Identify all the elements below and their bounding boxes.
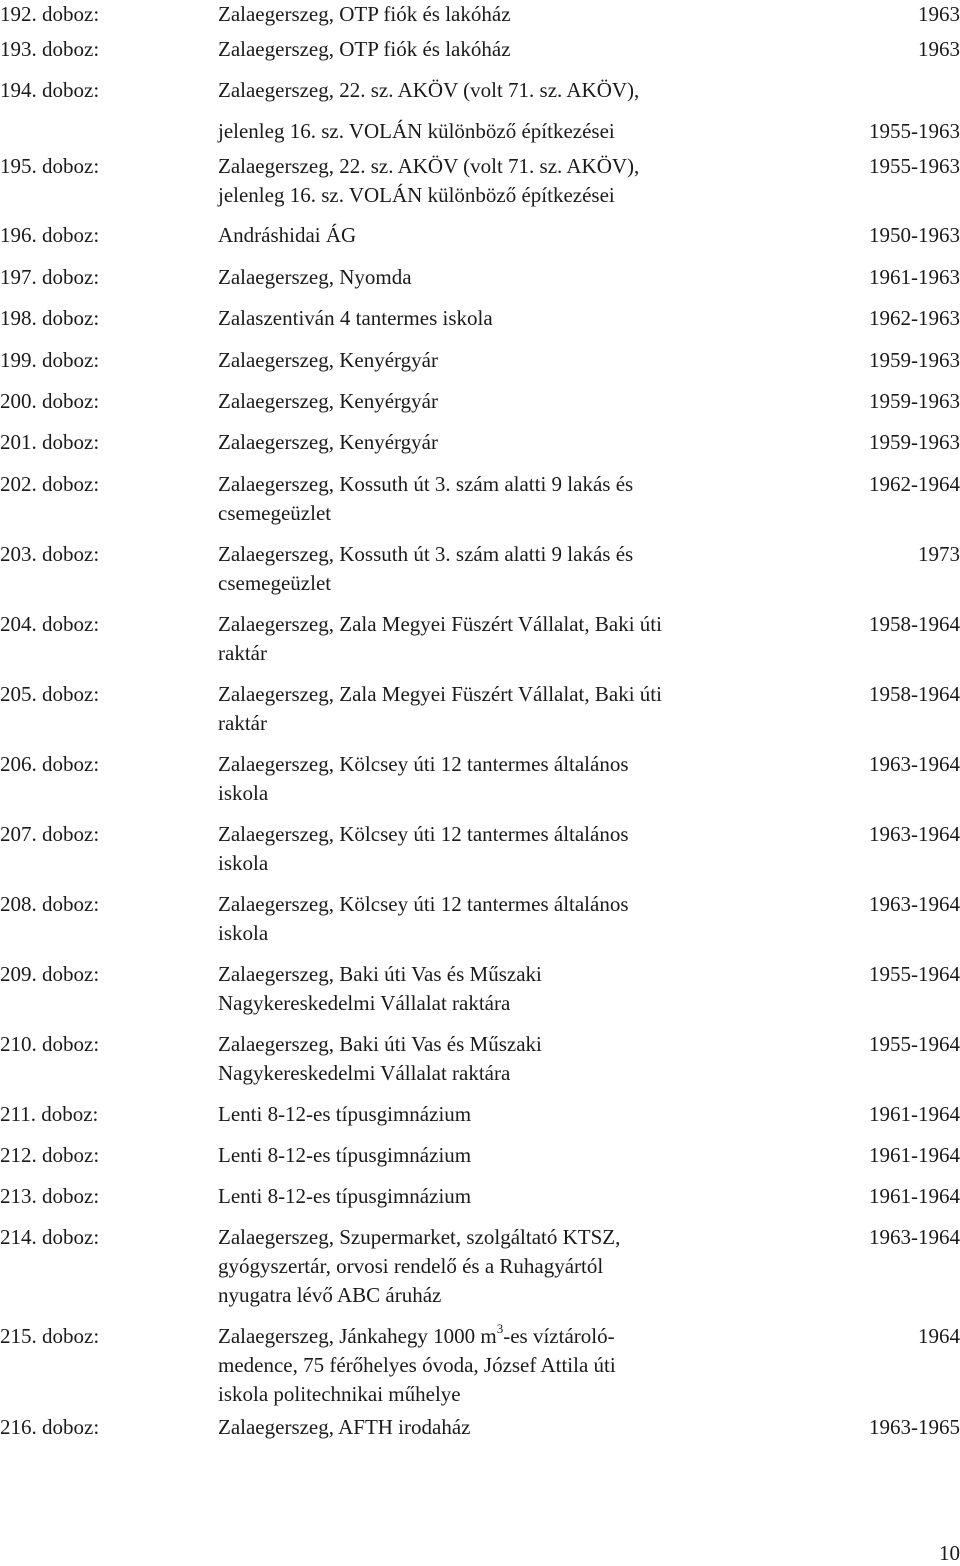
description-text: Zalaegerszeg, Jánkahegy 1000 m: [218, 1324, 497, 1348]
year-range: 1973: [918, 542, 960, 566]
description-line: Zalaegerszeg, Kölcsey úti 12 tantermes általános: [218, 892, 629, 916]
box-description: [218, 1182, 778, 1211]
description-line: Lenti 8-12-es típusgimnázium: [218, 1184, 472, 1208]
box-number: 199. doboz:: [0, 348, 100, 372]
box-number: 204. doboz:: [0, 612, 100, 636]
box-number: 212. doboz:: [0, 1143, 100, 1167]
description-line: Zalaegerszeg, Szupermarket, szolgáltató KTSZ,: [218, 1225, 621, 1249]
description-line: nyugatra lévő ABC áruház: [218, 1283, 442, 1307]
box-description: [218, 960, 778, 1018]
box-description: [218, 1322, 778, 1409]
year-range: 1963-1965: [869, 1415, 960, 1439]
description-line: Zalaegerszeg, Baki úti Vas és Műszaki: [218, 1032, 542, 1056]
description-line: Nagykereskedelmi Vállalat raktára: [218, 1061, 511, 1085]
box-description: [218, 76, 778, 146]
box-description: [218, 680, 778, 738]
box-number: 195. doboz:: [0, 154, 100, 178]
description-line: iskola: [218, 781, 269, 805]
box-number: 205. doboz:: [0, 682, 100, 706]
year-range: 1963-1964: [869, 1225, 960, 1249]
box-description: [218, 610, 778, 668]
description-line: Zalaegerszeg, OTP fiók és lakóház: [218, 2, 511, 26]
box-description: [218, 428, 778, 457]
superscript: 3: [496, 1321, 504, 1336]
box-description: [218, 820, 778, 878]
year-range: 1955-1963: [869, 154, 960, 178]
description-line: Zalaszentiván 4 tantermes iskola: [218, 306, 493, 330]
description-line: [218, 1322, 778, 1351]
year-range: 1963: [918, 2, 960, 26]
box-description: [218, 346, 778, 375]
description-line: Zalaegerszeg, Baki úti Vas és Műszaki: [218, 962, 542, 986]
description-line: jelenleg 16. sz. VOLÁN különböző építkezései: [218, 119, 615, 143]
year-range: 1962-1963: [869, 306, 960, 330]
year-range: 1958-1964: [869, 612, 960, 636]
box-number: 206. doboz:: [0, 752, 100, 776]
year-range: 1961-1964: [869, 1143, 960, 1167]
description-line: Zalaegerszeg, Kossuth út 3. szám alatti 9 lakás és: [218, 542, 634, 566]
box-number: 202. doboz:: [0, 472, 100, 496]
year-range: 1963-1964: [869, 822, 960, 846]
box-number: 200. doboz:: [0, 389, 100, 413]
year-range: 1963: [918, 37, 960, 61]
description-line: iskola politechnikai műhelye: [218, 1382, 461, 1406]
year-range: 1959-1963: [869, 348, 960, 372]
box-number: 196. doboz:: [0, 223, 100, 247]
box-description: [218, 470, 778, 528]
box-number: 208. doboz:: [0, 892, 100, 916]
description-line: Zalaegerszeg, 22. sz. AKÖV (volt 71. sz. AKÖV),: [218, 78, 640, 102]
description-line: Nagykereskedelmi Vállalat raktára: [218, 991, 511, 1015]
description-line: Zalaegerszeg, Kölcsey úti 12 tantermes általános: [218, 752, 629, 776]
page-number: 10: [939, 1541, 960, 1565]
box-description: [218, 540, 778, 598]
description-text: -es víztároló-: [503, 1324, 615, 1348]
box-description: [218, 1413, 778, 1442]
box-number: 192. doboz:: [0, 2, 100, 26]
description-line: Zalaegerszeg, Kenyérgyár: [218, 348, 438, 372]
description-line: Zalaegerszeg, OTP fiók és lakóház: [218, 37, 511, 61]
description-line: iskola: [218, 921, 269, 945]
box-number: 211. doboz:: [0, 1102, 99, 1126]
description-line: Zalaegerszeg, Kossuth út 3. szám alatti 9 lakás és: [218, 472, 634, 496]
box-number: 197. doboz:: [0, 265, 100, 289]
box-number: 198. doboz:: [0, 306, 100, 330]
box-number: 213. doboz:: [0, 1184, 100, 1208]
description-line: Lenti 8-12-es típusgimnázium: [218, 1102, 472, 1126]
box-number: 201. doboz:: [0, 430, 100, 454]
description-line: Lenti 8-12-es típusgimnázium: [218, 1143, 472, 1167]
year-range: 1961-1964: [869, 1102, 960, 1126]
year-range: 1962-1964: [869, 472, 960, 496]
box-number: 216. doboz:: [0, 1415, 100, 1439]
year-range: 1955-1963: [869, 119, 960, 143]
box-number: 207. doboz:: [0, 822, 100, 846]
box-number: 203. doboz:: [0, 542, 100, 566]
description-line: Zalaegerszeg, Kenyérgyár: [218, 430, 438, 454]
box-number: 210. doboz:: [0, 1032, 100, 1056]
box-description: [218, 1141, 778, 1170]
year-range: 1959-1963: [869, 430, 960, 454]
description-line: raktár: [218, 711, 267, 735]
box-number: 194. doboz:: [0, 78, 100, 102]
description-line: iskola: [218, 851, 269, 875]
description-line: csemegeüzlet: [218, 571, 332, 595]
year-range: 1955-1964: [869, 962, 960, 986]
description-line: Zalaegerszeg, AFTH irodaház: [218, 1415, 471, 1439]
box-number: 193. doboz:: [0, 37, 100, 61]
year-range: 1964: [918, 1324, 960, 1348]
description-line: Zalaegerszeg, Nyomda: [218, 265, 412, 289]
box-description: [218, 1100, 778, 1129]
box-description: [218, 387, 778, 416]
description-line: Zalaegerszeg, Zala Megyei Füszért Vállalat, Baki úti: [218, 612, 662, 636]
box-number: 215. doboz:: [0, 1324, 100, 1348]
box-number: 214. doboz:: [0, 1225, 100, 1249]
description-line: gyógyszertár, orvosi rendelő és a Ruhagyártól: [218, 1254, 604, 1278]
description-line: jelenleg 16. sz. VOLÁN különböző építkezései: [218, 183, 615, 207]
box-description: [218, 152, 778, 210]
year-range: 1961-1963: [869, 265, 960, 289]
box-description: [218, 35, 778, 64]
description-line: raktár: [218, 641, 267, 665]
box-description: [218, 750, 778, 808]
description-line: medence, 75 férőhelyes óvoda, József Attila úti: [218, 1353, 616, 1377]
box-description: [218, 221, 778, 250]
year-range: 1950-1963: [869, 223, 960, 247]
box-description: [218, 304, 778, 333]
box-description: [218, 890, 778, 948]
year-range: 1958-1964: [869, 682, 960, 706]
description-line: Zalaegerszeg, 22. sz. AKÖV (volt 71. sz. AKÖV),: [218, 154, 640, 178]
description-line: csemegeüzlet: [218, 501, 332, 525]
description-line: Zalaegerszeg, Zala Megyei Füszért Vállalat, Baki úti: [218, 682, 662, 706]
description-line: Zalaegerszeg, Kölcsey úti 12 tantermes általános: [218, 822, 629, 846]
year-range: 1961-1964: [869, 1184, 960, 1208]
year-range: 1959-1963: [869, 389, 960, 413]
year-range: 1963-1964: [869, 752, 960, 776]
box-number: 209. doboz:: [0, 962, 100, 986]
box-description: [218, 0, 778, 29]
box-description: [218, 1030, 778, 1088]
year-range: 1963-1964: [869, 892, 960, 916]
year-range: 1955-1964: [869, 1032, 960, 1056]
description-line: Andráshidai ÁG: [218, 223, 357, 247]
box-description: [218, 263, 778, 292]
box-description: [218, 1223, 778, 1310]
description-line: Zalaegerszeg, Kenyérgyár: [218, 389, 438, 413]
